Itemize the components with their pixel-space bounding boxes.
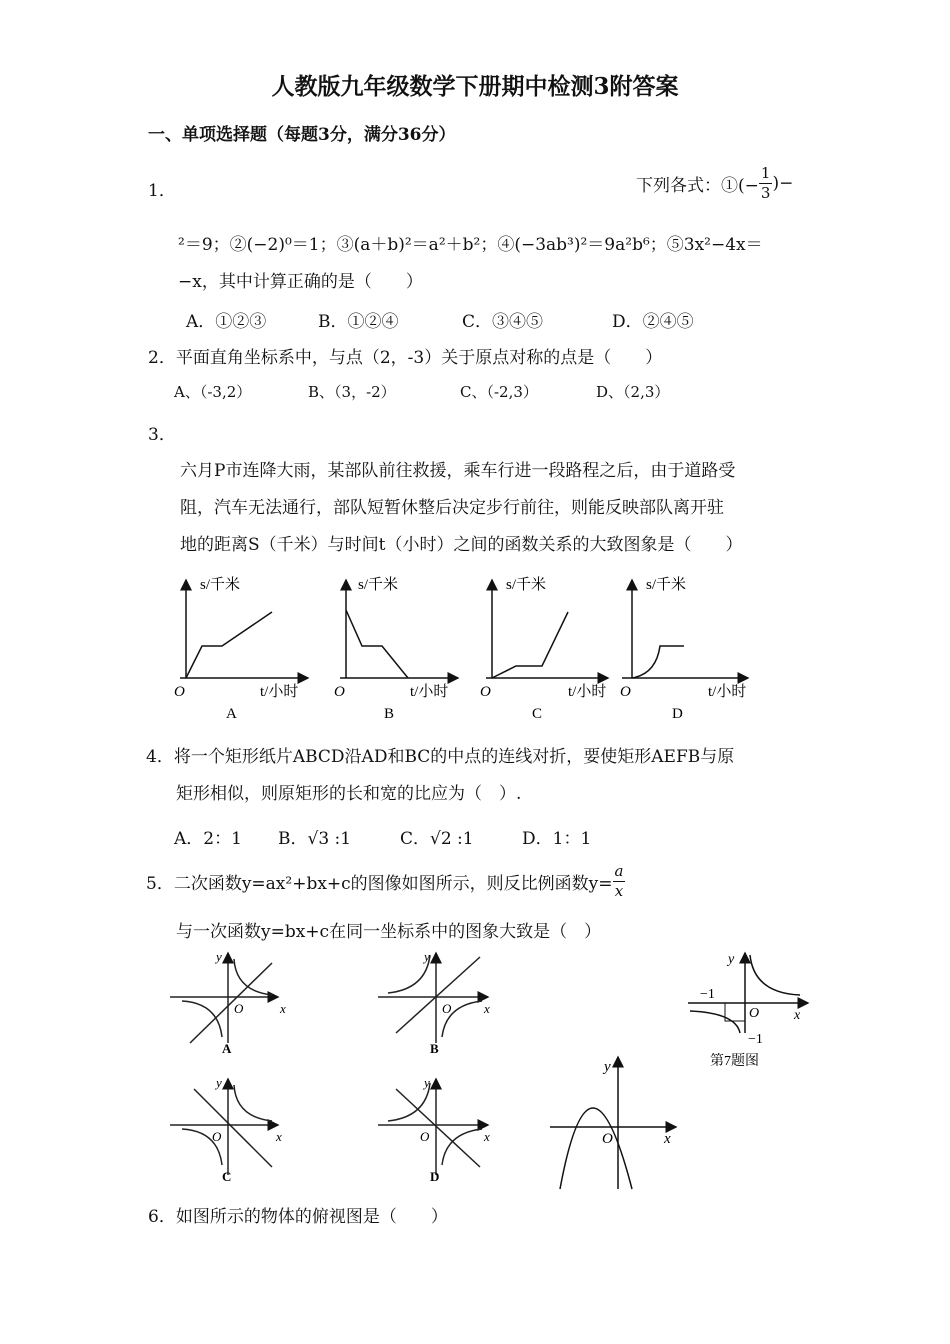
q5-option-c-graph [170, 1075, 282, 1184]
q3-b-label: B [384, 706, 395, 722]
q5-fig7-caption: 第7题图 [710, 1054, 759, 1069]
q6-text: 6．如图所示的物体的俯视图是（ ） [148, 1207, 448, 1227]
q4-option-c: C．√2 :1 [400, 829, 474, 849]
q5-b-origin: O [442, 1001, 452, 1016]
q5-fig7-x-label: x [794, 1008, 801, 1023]
q3-b-origin: O [334, 684, 345, 700]
q5-option-d-graph [378, 1075, 490, 1184]
q5-c-x-label: x [276, 1129, 282, 1144]
q3-b-curve [346, 610, 408, 678]
q4-line1: 4．将一个矩形纸片ABCD沿AD和BC的中点的连线对折，要使矩形AEFB与原 [146, 747, 735, 767]
q3-c-label: C [532, 706, 543, 722]
q3-d-ylabel: s/千米 [646, 577, 687, 593]
q3-line3: 地的距离S（千米）与时间t（小时）之间的函数关系的大致图象是（ ） [180, 535, 743, 555]
q5-line2: 与一次函数y=bx+c在同一坐标系中的图象大致是（ ） [176, 922, 602, 942]
q1-frac-den: 3 [760, 184, 771, 202]
q5-frac-num: a [614, 862, 624, 880]
q1-line3: −x，其中计算正确的是（ ） [178, 272, 423, 292]
q3-number: 3． [148, 425, 176, 445]
q4-option-a: A．2：1 [174, 829, 242, 849]
q3-graph-b [334, 576, 458, 722]
q2-option-a: A、（-3,2） [174, 383, 252, 401]
q5-fig7-y-label: y [728, 952, 735, 967]
q5-d-x-label: x [484, 1129, 490, 1144]
q1-fraction [759, 164, 773, 203]
q5-frac-den: x [614, 882, 624, 900]
q2-option-c: C、（-2,3） [460, 383, 538, 401]
q2-text: 2．平面直角坐标系中，与点（2，-3）关于原点对称的点是（ ） [148, 348, 663, 368]
q5-graphs [160, 945, 820, 1190]
q5-a-line [190, 963, 272, 1043]
q3-a-curve [186, 612, 272, 678]
q5-fig7-curve-upper [750, 955, 800, 995]
q5-c-origin: O [212, 1129, 222, 1144]
q3-a-origin: O [174, 684, 185, 700]
q5-fig7-tick-y: −1 [748, 1032, 763, 1047]
q4-option-b: B．√3 :1 [278, 829, 352, 849]
q5-fraction [613, 862, 626, 901]
q1-intro-end: )− [772, 173, 794, 194]
q5-a-label: A [222, 1041, 232, 1056]
q3-graph-c [480, 576, 608, 722]
page-title: 人教版九年级数学下册期中检测3附答案 [271, 73, 679, 100]
q5-a-y-label: y [216, 949, 222, 964]
q5-parabola-x-label: x [664, 1131, 671, 1147]
q1-option-b: B．①②④ [318, 312, 399, 332]
q2-option-b: B、（3，-2） [308, 383, 396, 401]
q5-option-a-graph [170, 949, 286, 1056]
q5-fig7-origin: O [749, 1006, 760, 1021]
q5-parabola-origin: O [602, 1131, 613, 1147]
q3-d-curve [632, 646, 684, 678]
q3-d-xlabel: t/小时 [708, 684, 747, 700]
q5-d-label: D [430, 1169, 440, 1184]
q2-option-d: D、（2,3） [596, 383, 670, 401]
q3-d-origin: O [620, 684, 631, 700]
q5-option-b-graph [378, 949, 490, 1056]
q5-fig7-curve-lower [690, 1011, 740, 1033]
q3-c-curve [492, 612, 568, 678]
q3-graph-d [620, 576, 748, 722]
q3-a-label: A [226, 706, 237, 722]
q4-line2: 矩形相似，则原矩形的长和宽的比应为（ ）. [176, 784, 522, 804]
q1-option-d: D．②④⑤ [612, 312, 694, 332]
q3-d-label: D [672, 706, 683, 722]
q5-c-line [194, 1089, 272, 1167]
q3-a-xlabel: t/小时 [260, 684, 299, 700]
q5-d-hyperbola-lower [442, 1129, 482, 1165]
section-heading: 一、单项选择题（每题3分，满分36分） [148, 125, 456, 145]
q1-line2: ²＝9；②(−2)⁰＝1；③(a＋b)²＝a²＋b²；④(−3ab³)²＝9a²b⁶；⑤3x²−4x＝ [178, 235, 763, 255]
q3-c-xlabel: t/小时 [568, 684, 607, 700]
q5-b-y-label: y [424, 949, 430, 964]
q5-a-hyperbola-upper [234, 959, 272, 995]
q1-intro [636, 164, 793, 203]
q5-b-label: B [430, 1041, 439, 1056]
q5-a-x-label: x [280, 1001, 286, 1016]
q3-graph-a [174, 576, 308, 722]
q3-a-ylabel: s/千米 [200, 577, 241, 593]
q4-option-d: D．1：1 [522, 829, 592, 849]
q5-d-line [396, 1089, 480, 1167]
q5-parabola-figure [550, 1057, 676, 1189]
q3-c-ylabel: s/千米 [506, 577, 547, 593]
q5-b-x-label: x [484, 1001, 490, 1016]
q5-fig7-tick-x: −1 [700, 987, 715, 1002]
q3-graphs [160, 568, 780, 728]
q3-line2: 阻，汽车无法通行，部队短暂休整后决定步行前往，则能反映部队离开驻 [180, 498, 724, 518]
q3-b-xlabel: t/小时 [410, 684, 449, 700]
q5-line1 [146, 862, 625, 901]
q1-option-a: A．①②③ [186, 312, 267, 332]
q1-intro-text: 下列各式：①(− [636, 176, 759, 196]
q5-line1-text: 5．二次函数y=ax²+bx+c的图像如图所示，则反比例函数y= [146, 874, 613, 894]
q5-a-origin: O [234, 1001, 244, 1016]
q1-option-c: C．③④⑤ [462, 312, 544, 332]
q1-number: 1． [148, 181, 176, 201]
q3-line1: 六月P市连降大雨，某部队前往救援，乘车行进一段路程之后，由于道路受 [180, 461, 736, 481]
q3-c-origin: O [480, 684, 491, 700]
q5-b-line [396, 957, 480, 1033]
q5-c-label: C [222, 1169, 232, 1184]
q5-fig7 [688, 952, 808, 1069]
q5-c-hyperbola-upper [234, 1085, 272, 1121]
q5-c-y-label: y [216, 1075, 222, 1090]
q5-d-y-label: y [424, 1075, 430, 1090]
q1-frac-num: 1 [760, 164, 771, 182]
q5-parabola-curve [560, 1108, 632, 1189]
q5-d-origin: O [420, 1129, 430, 1144]
q5-parabola-y-label: y [604, 1059, 611, 1075]
q3-b-ylabel: s/千米 [358, 577, 399, 593]
